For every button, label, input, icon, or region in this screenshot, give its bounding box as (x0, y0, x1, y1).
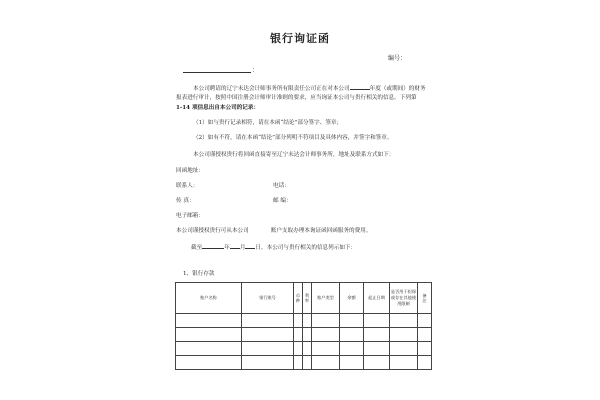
month-label: 月 (239, 245, 246, 251)
paragraph-5b: 账户支取办理本询证函回函服务的费用。 (270, 228, 372, 234)
col-account-number: 银行账号 (242, 283, 294, 314)
table-row (176, 356, 432, 370)
as-of-label: 截至 (191, 245, 203, 251)
as-of-day-blank (245, 242, 255, 249)
paragraph-5a: 本公司谨授权贵行可从本公司 (176, 228, 249, 234)
year-label: 年 (224, 245, 230, 251)
recipient-blank (183, 64, 251, 73)
col-currency: 币种 (294, 283, 303, 314)
fax-label: 传 真： (176, 198, 195, 204)
paragraph-6 (191, 242, 356, 252)
table-row (176, 314, 432, 328)
instruction-item-2: （2）如有不符，请在本函“结论”部分列明不符项目及具体内容，并签字和签章。 (193, 135, 393, 141)
as-of-year-blank (202, 242, 224, 249)
number-label: 编号： (388, 55, 407, 62)
col-interest-rate: 利率 (303, 283, 312, 314)
col-restriction: 是否用于担保或存在其他使用限制 (390, 283, 418, 314)
col-remarks: 备注 (418, 283, 432, 314)
as-of-month-blank (230, 242, 240, 249)
col-account-name: 账户名称 (176, 283, 242, 314)
postcode-label: 邮 编： (273, 198, 292, 204)
paragraph-2: 报表进行审计，按照中国注册会计师审计准则的要求，应当询证本公司与贵行相关的信息。下列第 (176, 95, 417, 101)
col-date-range: 起止日期 (364, 283, 390, 314)
email-label: 电子邮箱： (176, 213, 204, 219)
table-header-row (176, 283, 432, 314)
year-blank (350, 83, 370, 90)
recipient-colon: ： (252, 67, 259, 74)
contact-label: 联系人： (176, 183, 199, 189)
paragraph-6d: 日，本公司与贵行相关的信息列示如下： (255, 245, 357, 251)
paragraph-1 (193, 83, 426, 93)
table-row (176, 342, 432, 356)
section-bank-deposits: 1、银行存款 (183, 271, 215, 277)
paragraph-4: 本公司谨授权贵行将回函直接寄至辽宁未达会计师事务所，地址及联系方式如下： (193, 152, 395, 158)
col-balance: 余额 (340, 283, 364, 314)
paragraph-5 (176, 227, 371, 235)
table-row (176, 328, 432, 342)
bank-deposit-table (175, 282, 432, 370)
paragraph-1b: 年度（或期间）的财务 (369, 86, 426, 92)
phone-label: 电话： (273, 183, 290, 189)
col-account-type: 账户类型 (312, 283, 340, 314)
reply-address-label: 回函地址： (176, 168, 204, 174)
paragraph-1a: 本公司聘请的辽宁未达会计师事务所有限责任公司正在对本公司 (193, 86, 350, 92)
paragraph-3: 1-14 项信息出自本公司的记录： (176, 105, 260, 111)
document-title: 银行询证函 (270, 32, 330, 45)
instruction-item-1: （1）如与贵行记录相符，请在本函“结论”部分签字、签章； (193, 120, 343, 126)
